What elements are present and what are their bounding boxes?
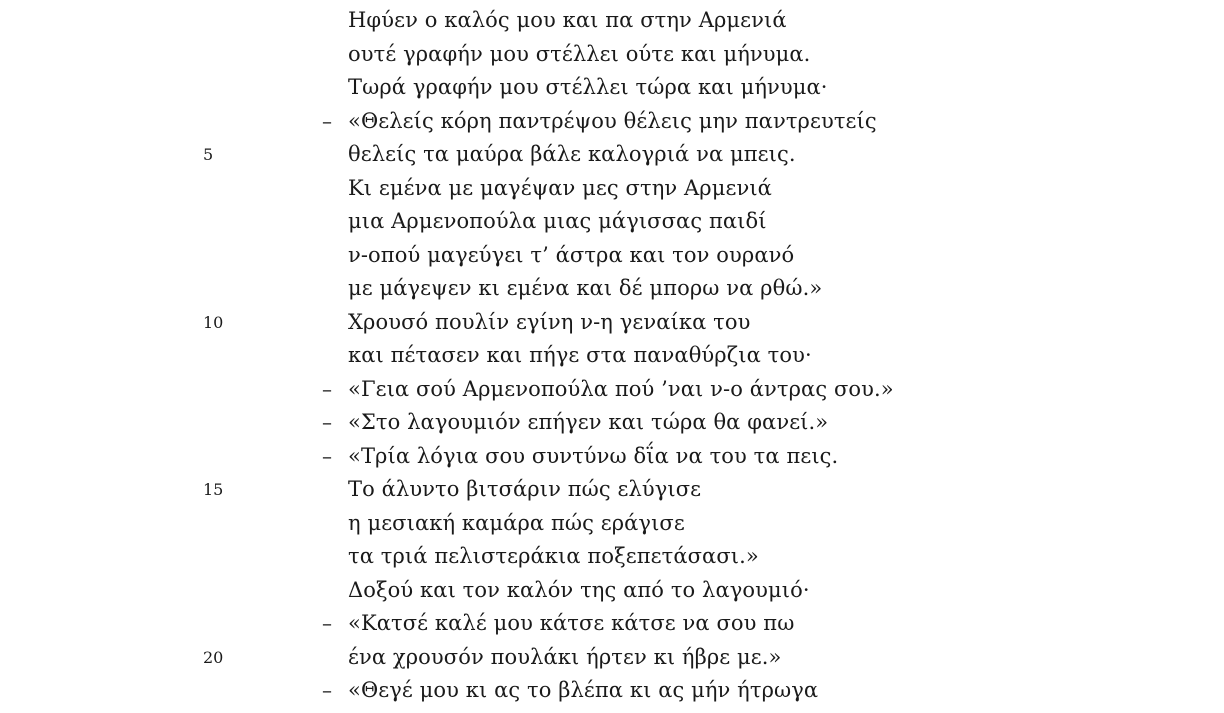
line-number: 5: [203, 145, 214, 164]
verse-text: τα τριά πελιστεράκια ποξεπετάσασι.»: [348, 544, 759, 568]
verse-text: Κι εμένα με μαγέψαν μες στην Αρμενιά: [348, 175, 772, 200]
poem-line: [0, 172, 1224, 206]
poem-line: [0, 38, 1224, 72]
verse-text: «Στο λαγουμιόν επήγεν και τώρα θα φανεί.»: [348, 410, 829, 434]
verse-text: Το άλυντο βιτσάριν πώς ελύγισε: [348, 477, 702, 501]
poem-line: [0, 339, 1224, 373]
poem-line: [0, 574, 1224, 608]
poem-line: [0, 105, 1224, 139]
poem-line: [0, 306, 1224, 340]
verse-text: Δοξού και τον καλόν της από το λαγουμιό·: [348, 577, 810, 602]
verse-text: Ηφύεν ο καλός μου και πα στην Αρμενιά: [348, 8, 787, 32]
dialogue-dash: –: [322, 678, 332, 702]
dialogue-dash: –: [322, 410, 332, 434]
poem-line: [0, 440, 1224, 474]
dialogue-dash: –: [322, 376, 332, 401]
verse-text: ν-οπού μαγεύγει τ’ άστρα και τον ουρανό: [348, 242, 795, 267]
poem-line: [0, 205, 1224, 239]
verse-text: «Κατσέ καλέ μου κάτσε κάτσε να σου πω: [348, 611, 795, 635]
poem-line: [0, 71, 1224, 105]
line-number: 10: [203, 312, 224, 332]
verse-text: μια Αρμενοπούλα μιας μάγισσας παιδί: [348, 209, 767, 233]
poem-line: [0, 406, 1224, 440]
line-number: 20: [203, 647, 224, 667]
poem-line: [0, 373, 1224, 407]
verse-text: Χρουσό πουλίν εγίνη ν-η γεναίκα του: [348, 309, 751, 334]
verse-text: «Τρία λόγια σου συντύνω δΐα να του τα πεις.: [348, 443, 839, 468]
verse-text: θελείς τα μαύρα βάλε καλογριά να μπεις.: [348, 142, 796, 166]
dialogue-dash: –: [322, 108, 332, 133]
verse-text: ένα χρουσόν πουλάκι ήρτεν κι ήβρε με.»: [348, 644, 782, 669]
poem-text: [0, 4, 1224, 708]
poem-line: [0, 507, 1224, 541]
poem-line: [0, 272, 1224, 306]
poem-line: [0, 473, 1224, 507]
poem-line: [0, 607, 1224, 641]
verse-text: «Θελείς κόρη παντρέψου θέλεις μην παντρευτείς: [348, 108, 877, 133]
line-number: 15: [203, 480, 224, 499]
verse-text: «Θεγέ μου κι ας το βλέπα κι ας μήν ήτρωγα: [348, 678, 819, 702]
poem-line: [0, 239, 1224, 273]
verse-text: ουτέ γραφήν μου στέλλει ούτε και μήνυμα.: [348, 41, 811, 66]
verse-text: Τωρά γραφήν μου στέλλει τώρα και μήνυμα·: [348, 75, 828, 99]
poem-line: [0, 138, 1224, 172]
verse-text: «Γεια σού Αρμενοπούλα πού ’ναι ν-ο άντρας σου.»: [348, 376, 894, 401]
poem-line: [0, 641, 1224, 675]
poem-line: [0, 540, 1224, 574]
dialogue-dash: –: [322, 443, 332, 468]
verse-text: με μάγεψεν κι εμένα και δέ μπορω να ρθώ.»: [348, 276, 823, 300]
poem-line: [0, 674, 1224, 708]
verse-text: και πέτασεν και πήγε στα παναθύρζια του·: [348, 343, 812, 367]
dialogue-dash: –: [322, 611, 332, 635]
verse-text: η μεσιακή καμάρα πώς εράγισε: [348, 510, 685, 535]
poem-line: [0, 4, 1224, 38]
